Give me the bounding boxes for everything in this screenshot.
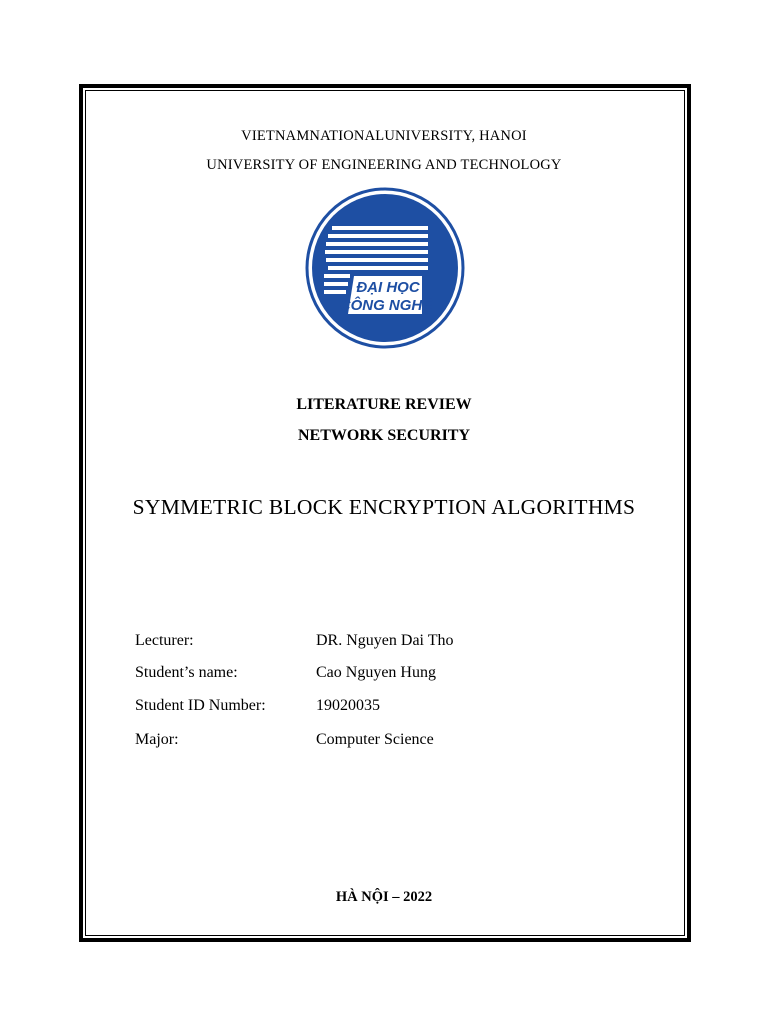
document-title: SYMMETRIC BLOCK ENCRYPTION ALGORITHMS (132, 495, 636, 519)
logo-text-line2: CÔNG NGHỆ (339, 297, 433, 314)
lecturer-value: DR. Nguyen Dai Tho (316, 632, 454, 649)
university-logo (304, 186, 466, 350)
student-id-value: 19020035 (316, 697, 380, 714)
student-name-label: Student’s name: (135, 664, 238, 681)
course-name: NETWORK SECURITY (297, 427, 471, 444)
university-name: VIETNAMNATIONALUNIVERSITY, HANOI (241, 128, 527, 144)
student-name-value: Cao Nguyen Hung (316, 664, 436, 681)
student-id-label: Student ID Number: (135, 697, 266, 714)
place-and-year: HÀ NỘI – 2022 (335, 889, 433, 905)
lecturer-label: Lecturer: (135, 632, 194, 649)
major-label: Major: (135, 731, 179, 748)
faculty-name: UNIVERSITY OF ENGINEERING AND TECHNOLOGY (206, 157, 562, 173)
logo-text-line1: ĐẠI HỌC (356, 279, 420, 296)
major-value: Computer Science (316, 731, 434, 748)
document-type: LITERATURE REVIEW (296, 396, 472, 413)
